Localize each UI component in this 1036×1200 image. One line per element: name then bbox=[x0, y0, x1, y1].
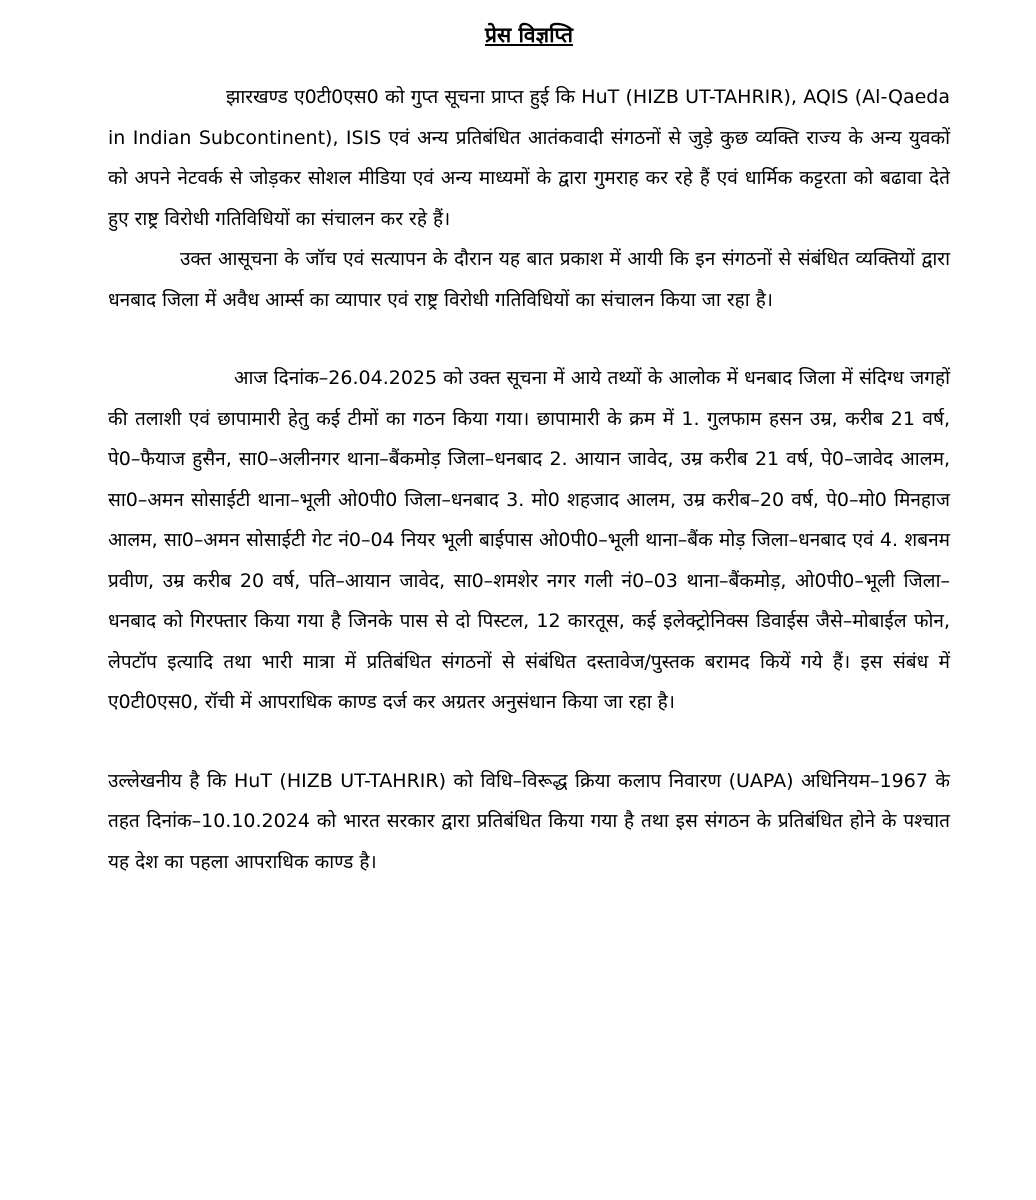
paragraph-verification: उक्त आसूचना के जॉच एवं सत्यापन के दौरान यह बात प्रकाश में आयी कि इन संगठनों से संबंधित व्यक्तियों द्वारा धनबाद जिला में अवैध आर्म्स का व्यापार एवं राष्ट्र विरोधी गतिविधियों का संचालन किया जा रहा है। bbox=[108, 248, 950, 311]
press-release-page bbox=[108, 22, 950, 882]
paragraph-intelligence-input: झारखण्ड ए0टी0एस0 को गुप्त सूचना प्राप्त हुई कि HuT (HIZB UT-TAHRIR), AQIS (Al-Qaeda in Indian Subcontinent), ISIS एवं अन्य प्रतिबंधित आतंकवादी संगठनों से जुड़े कुछ व्यक्ति राज्य के अन्य युवकों को अपने नेटवर्क से जोड़कर सोशल मीडिया एवं अन्य माध्यमों के द्वारा गुमराह कर रहे हैं एवं धार्मिक कट्टरता को बढावा देते हुए राष्ट्र विरोधी गतिविधियों का संचालन कर रहे हैं। bbox=[108, 86, 950, 230]
document-title: प्रेस विज्ञप्ति bbox=[485, 23, 573, 47]
paragraph-ban-notice: उल्लेखनीय है कि HuT (HIZB UT-TAHRIR) को विधि–विरूद्ध क्रिया कलाप निवारण (UAPA) अधिनियम–1967 के तहत दिनांक–10.10.2024 को भारत सरकार द्वारा प्रतिबंधित किया गया है तथा इस संगठन के प्रतिबंधित होने के पश्चात यह देश का पहला आपराधिक काण्ड है। bbox=[108, 769, 950, 873]
paragraph-raid-arrests: आज दिनांक–26.04.2025 को उक्त सूचना में आये तथ्यों के आलोक में धनबाद जिला में संदिग्ध जगहों की तलाशी एवं छापामारी हेतु कई टीमों का गठन किया गया। छापामारी के क्रम में 1. गुलफाम हसन उम्र, करीब 21 वर्ष, पे0–फैयाज हुसैन, सा0–अलीनगर थाना–बैंकमोड़ जिला–धनबाद 2. आयान जावेद, उम्र करीब 21 वर्ष, पे0–जावेद आलम, सा0–अमन सोसाईटी थाना–भूली ओ0पी0 जिला–धनबाद 3. मो0 शहजाद आलम, उम्र करीब–20 वर्ष, पे0–मो0 मिनहाज आलम, सा0–अमन सोसाईटी गेट नं0–04 नियर भूली बाईपास ओ0पी0–भूली थाना–बैंक मोड़ जिला–धनबाद एवं 4. शबनम प्रवीण, उम्र करीब 20 वर्ष, पति–आयान जावेद, सा0–शमशेर नगर गली नं0–03 थाना–बैंकमोड़, ओ0पी0–भूली जिला–धनबाद को गिरफ्तार किया गया है जिनके पास से दो पिस्टल, 12 कारतूस, कई इलेक्ट्रोनिक्स डिवाईस जैसे–मोबाईल फोन, लेपटॉप इत्यादि तथा भारी मात्रा में प्रतिबंधित संगठनों से संबंधित दस्तावेज/पुस्तक बरामद कियें गये हैं। इस संबंध में ए0टी0एस0, रॉची में आपराधिक काण्ड दर्ज कर अग्रतर अनुसंधान किया जा रहा है। bbox=[108, 367, 950, 714]
